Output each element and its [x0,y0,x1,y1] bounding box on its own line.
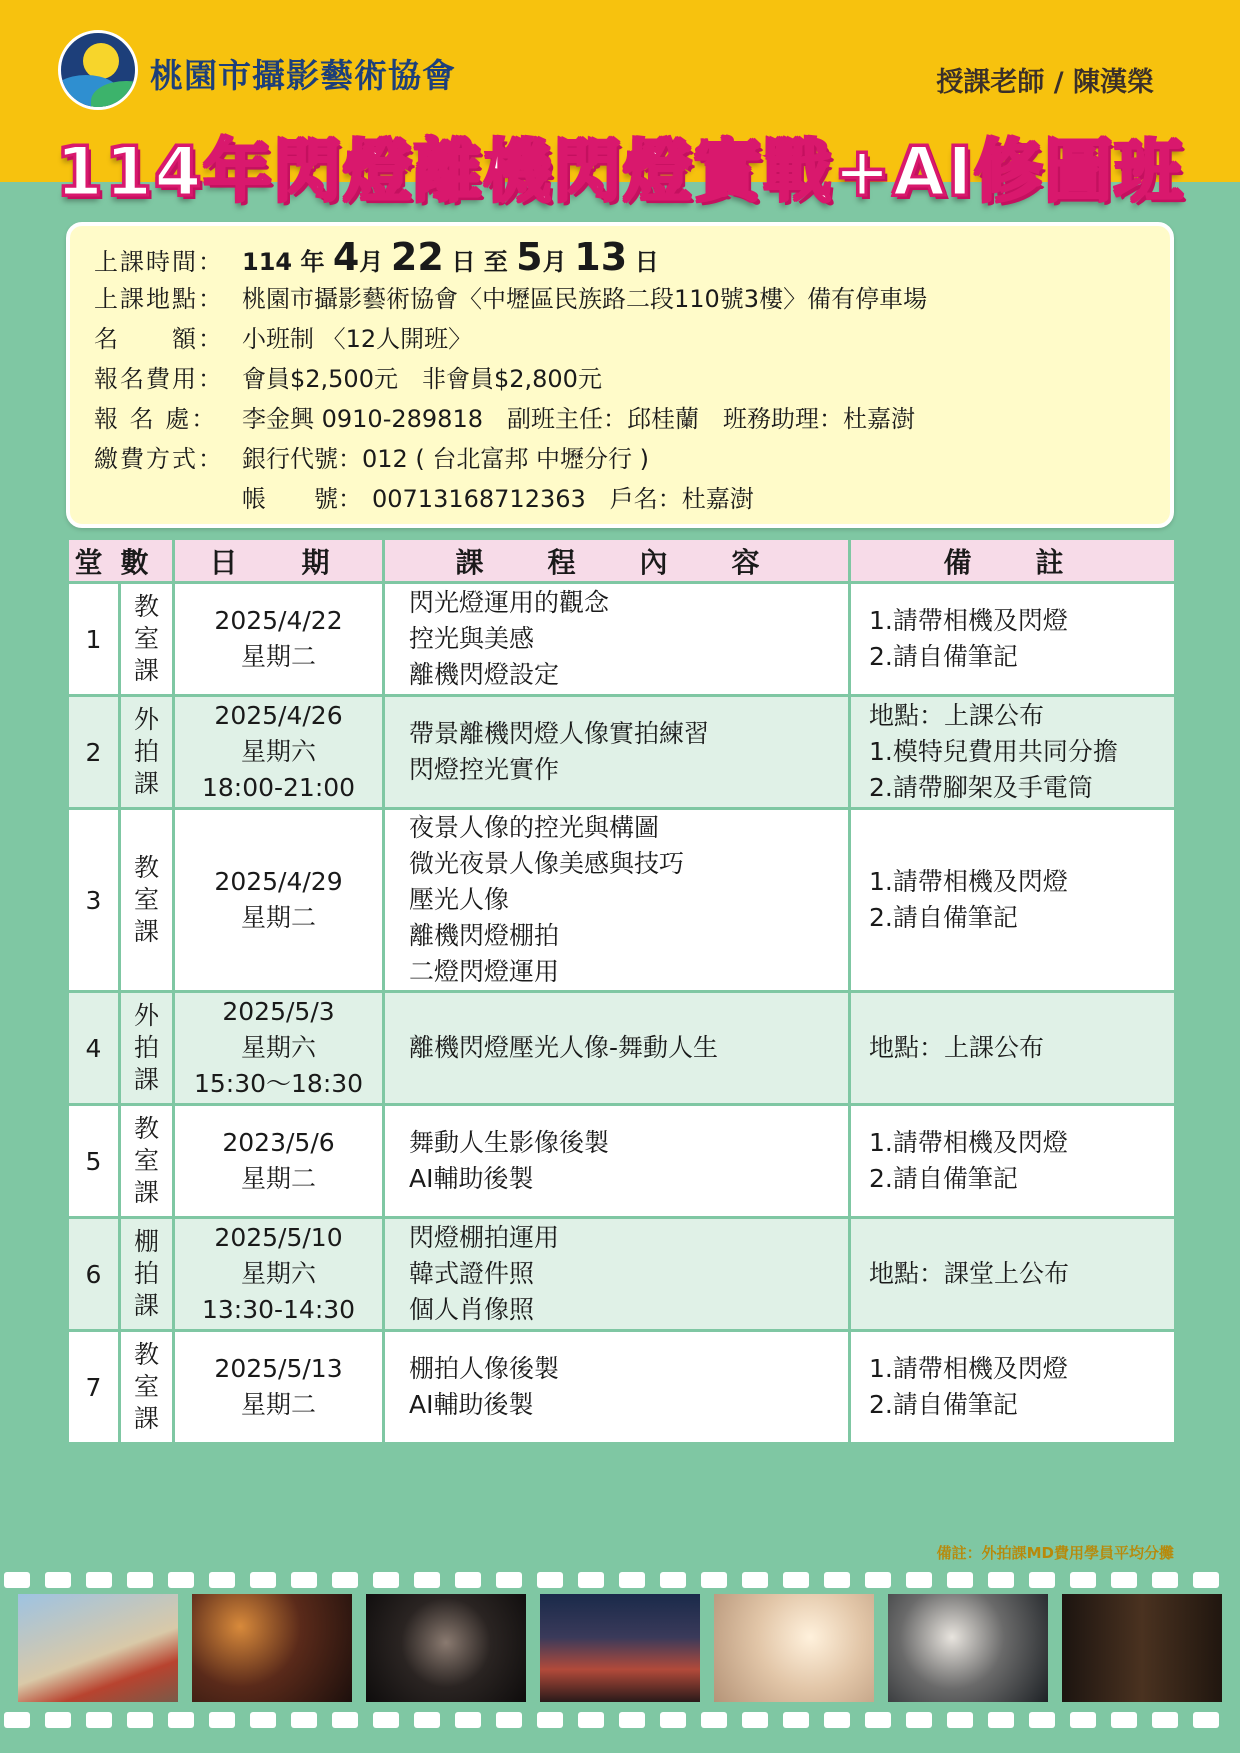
session-type-line: 課 [134,1404,160,1433]
film-hole [332,1572,358,1588]
photo-muscle-man [366,1594,526,1702]
film-hole [1111,1712,1137,1728]
film-hole [168,1712,194,1728]
film-hole [701,1572,727,1588]
info-signup-row: 報 名 處： 李金興 0910-289818 副班主任：邱桂蘭 班務助理：杜嘉澍 [94,405,915,433]
session-content [384,1218,850,1331]
session-content-line: 壓光人像 [409,885,510,914]
film-hole [1193,1572,1219,1588]
film-hole [906,1572,932,1588]
session-date-line: 星期二 [241,903,317,932]
session-content-line: AI輔助後製 [409,1164,534,1193]
session-note-line: 1.請帶相機及閃燈 [869,1128,1068,1157]
film-hole [1152,1712,1178,1728]
course-info-box [66,222,1174,528]
session-type-line: 棚 [134,1227,160,1256]
film-hole [824,1712,850,1728]
film-hole [209,1712,235,1728]
session-note [850,696,1176,809]
film-hole [291,1572,317,1588]
session-number: 1 [68,583,120,696]
film-hole [250,1712,276,1728]
info-payment-row: 繳費方式： 銀行代號：012 ( 台北富邦 中壢分行 ) [94,445,650,473]
info-place-row: 上課地點： 桃園市攝影藝術協會〈中壢區民族路二段110號3樓〉備有停車場 [94,285,928,313]
film-hole [701,1712,727,1728]
session-date-line: 星期六 [241,1259,317,1288]
film-hole [865,1572,891,1588]
session-content-line: 微光夜景人像美感與技巧 [409,849,685,878]
film-holes-bottom [4,1712,1240,1728]
film-hole [578,1712,604,1728]
table-row [68,1331,1176,1444]
session-content-line: 閃光燈運用的觀念 [409,588,610,617]
session-type [120,1218,174,1331]
session-type-line: 室 [134,624,160,653]
session-type-line: 課 [134,1065,160,1094]
session-type [120,696,174,809]
film-hole [1070,1572,1096,1588]
film-hole [865,1712,891,1728]
film-hole [537,1572,563,1588]
session-type-line: 課 [134,769,160,798]
film-hole [4,1572,30,1588]
session-number: 4 [68,992,120,1105]
session-number: 5 [68,1105,120,1218]
session-content-line: 夜景人像的控光與構圖 [409,813,660,842]
session-type-line: 教 [134,1114,160,1143]
session-content [384,583,850,696]
info-account-row: 帳 號： 00713168712363 戶名：杜嘉澍 [242,485,754,513]
film-hole [742,1572,768,1588]
session-content [384,1105,850,1218]
film-hole [824,1572,850,1588]
session-note [850,1331,1176,1444]
org-logo [58,30,138,110]
film-hole [783,1712,809,1728]
session-content-line: 舞動人生影像後製 [409,1128,610,1157]
film-hole [332,1712,358,1728]
film-hole [127,1712,153,1728]
session-note-line: 1.請帶相機及閃燈 [869,867,1068,896]
session-content-line: 控光與美感 [409,624,535,653]
session-date-line: 2025/5/3 [222,997,335,1026]
session-number: 3 [68,809,120,992]
photo-bright-portrait [714,1594,874,1702]
session-content-line: 個人肖像照 [409,1295,535,1324]
session-note-line: 地點：上課公布 [869,1033,1045,1062]
header-content: 課 程 內 容 [384,539,850,583]
film-hole [947,1712,973,1728]
session-note-line: 地點：上課公布 [869,701,1045,730]
film-hole [496,1712,522,1728]
photo-dark-interior [1062,1594,1222,1702]
info-time-row: 上課時間： 114 年 4月 22 日 至 5月 13 日 [94,235,659,279]
film-hole [4,1712,30,1728]
session-number: 7 [68,1331,120,1444]
session-type [120,583,174,696]
teacher-name: 授課老師 / 陳漢榮 [936,67,1154,98]
film-hole [619,1712,645,1728]
session-type-line: 課 [134,1178,160,1207]
session-type-line: 課 [134,917,160,946]
session-date-line: 星期二 [241,1390,317,1419]
film-hole [455,1572,481,1588]
session-number: 2 [68,696,120,809]
header-date: 日 期 [174,539,384,583]
session-type-line: 拍 [134,737,160,766]
session-date-line: 星期六 [241,737,317,766]
session-date-line: 2025/5/10 [214,1223,343,1252]
film-hole [291,1712,317,1728]
session-type-line: 課 [134,1291,160,1320]
photo-dancer [18,1594,178,1702]
film-hole [414,1572,440,1588]
session-note-line: 1.模特兒費用共同分擔 [869,737,1118,766]
session-type [120,1105,174,1218]
table-row [68,809,1176,992]
session-date-line: 星期六 [241,1033,317,1062]
session-note-line: 2.請自備筆記 [869,903,1018,932]
film-hole [414,1712,440,1728]
session-note-line: 1.請帶相機及閃燈 [869,606,1068,635]
film-hole [660,1712,686,1728]
session-type-line: 拍 [134,1259,160,1288]
film-hole [209,1572,235,1588]
film-hole [1029,1572,1055,1588]
session-content-line: 閃燈棚拍運用 [409,1223,560,1252]
session-content [384,696,850,809]
film-hole [455,1712,481,1728]
film-hole [906,1712,932,1728]
info-fee-row: 報名費用： 會員$2,500元 非會員$2,800元 [94,365,602,393]
session-date-line: 15:30～18:30 [193,1069,364,1098]
film-hole [988,1572,1014,1588]
table-row [68,1218,1176,1331]
film-hole [373,1572,399,1588]
table-row [68,1105,1176,1218]
session-date-line: 2025/4/29 [214,867,343,896]
session-type-line: 教 [134,592,160,621]
session-date [174,992,384,1105]
schedule-table [66,537,1177,1445]
header-notes: 備 註 [850,539,1176,583]
session-type-line: 教 [134,1340,160,1369]
film-hole [86,1572,112,1588]
session-date-line: 2025/5/13 [214,1354,343,1383]
session-type-line: 外 [134,705,160,734]
session-content [384,809,850,992]
film-hole [1029,1712,1055,1728]
film-hole [537,1712,563,1728]
session-note [850,1105,1176,1218]
photo-filmstrip [0,1566,1240,1734]
session-date-line: 星期二 [241,642,317,671]
session-date [174,1105,384,1218]
session-content-line: 帶景離機閃燈人像實拍練習 [409,719,710,748]
session-note-line: 地點：課堂上公布 [869,1259,1070,1288]
film-hole [1152,1572,1178,1588]
photo-night-portrait [192,1594,352,1702]
film-hole [45,1572,71,1588]
session-note [850,992,1176,1105]
session-content-line: 離機閃燈壓光人像-舞動人生 [409,1033,719,1062]
session-note [850,583,1176,696]
session-content [384,1331,850,1444]
film-hole [578,1572,604,1588]
session-type-line: 課 [134,656,160,685]
session-date-line: 18:00-21:00 [201,773,356,802]
table-header-row [68,539,1176,583]
session-note [850,1218,1176,1331]
film-hole [86,1712,112,1728]
table-row [68,992,1176,1105]
film-hole [373,1712,399,1728]
session-type-line: 外 [134,1001,160,1030]
session-content-line: 離機閃燈棚拍 [409,921,560,950]
table-row [68,696,1176,809]
film-hole [250,1572,276,1588]
session-date-line: 13:30-14:30 [201,1295,356,1324]
footnote: 備註：外拍課MD費用學員平均分攤 [936,1544,1174,1562]
session-note-line: 2.請自備筆記 [869,1164,1018,1193]
session-note-line: 1.請帶相機及閃燈 [869,1354,1068,1383]
info-quota-row: 名 額： 小班制 〈12人開班〉 [94,325,473,353]
session-note-line: 2.請帶腳架及手電筒 [869,773,1093,802]
session-content-line: 閃燈控光實作 [409,755,560,784]
page-title: 114年閃燈離機閃燈實戰+AI修圖班 [55,133,1185,212]
photo-street-night [540,1594,700,1702]
film-hole [660,1572,686,1588]
session-date [174,1331,384,1444]
session-note-line: 2.請自備筆記 [869,642,1018,671]
session-type-line: 室 [134,1372,160,1401]
film-hole [127,1572,153,1588]
film-hole [619,1572,645,1588]
session-note [850,809,1176,992]
session-content-line: 二燈閃燈運用 [409,957,560,986]
session-date-line: 2025/4/22 [214,606,343,635]
film-hole [783,1572,809,1588]
photo-umbrella-portrait [888,1594,1048,1702]
session-type-line: 教 [134,853,160,882]
session-content-line: AI輔助後製 [409,1390,534,1419]
film-hole [1070,1712,1096,1728]
session-content-line: 韓式證件照 [409,1259,535,1288]
session-date [174,809,384,992]
header-session-count: 堂數 [68,539,174,583]
session-date [174,583,384,696]
film-hole [742,1712,768,1728]
session-type-line: 室 [134,1146,160,1175]
session-number: 6 [68,1218,120,1331]
org-name: 桃園市攝影藝術協會 [150,56,456,95]
session-content-line: 棚拍人像後製 [409,1354,560,1383]
film-hole [1193,1712,1219,1728]
session-type [120,1331,174,1444]
film-hole [1111,1572,1137,1588]
session-content [384,992,850,1105]
film-holes-top [4,1572,1240,1588]
film-hole [947,1572,973,1588]
session-date-line: 星期二 [241,1164,317,1193]
session-type-line: 室 [134,885,160,914]
film-hole [988,1712,1014,1728]
film-hole [168,1572,194,1588]
session-type-line: 拍 [134,1033,160,1062]
film-hole [45,1712,71,1728]
session-note-line: 2.請自備筆記 [869,1390,1018,1419]
film-hole [496,1572,522,1588]
session-date [174,1218,384,1331]
session-date-line: 2023/5/6 [222,1128,335,1157]
session-date-line: 2025/4/26 [214,701,343,730]
table-row [68,583,1176,696]
session-type [120,809,174,992]
session-content-line: 離機閃燈設定 [409,660,560,689]
session-date [174,696,384,809]
session-type [120,992,174,1105]
